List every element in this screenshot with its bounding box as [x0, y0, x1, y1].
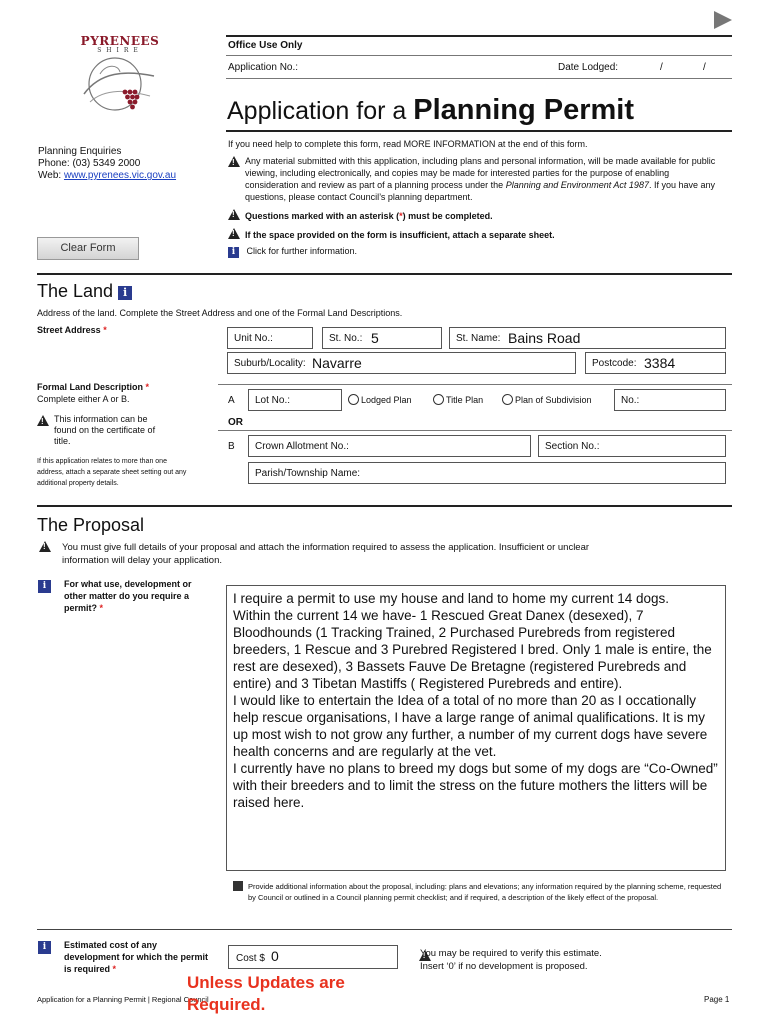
cost-question-label — [64, 939, 214, 975]
street-no-field[interactable] — [322, 327, 442, 349]
info-icon[interactable]: i — [118, 286, 132, 300]
postcode-value: 3384 — [644, 355, 676, 371]
land-description: Address of the land. Complete the Street Address and one of the Formal Land Descriptions. — [37, 308, 403, 318]
application-no-label: Application No.: — [228, 62, 299, 73]
cost-label: Cost $ — [236, 953, 265, 964]
footer-page-number: Page 1 — [704, 995, 730, 1004]
postcode-label: Postcode: — [592, 358, 637, 369]
title-plan-label: Title Plan — [446, 395, 484, 405]
shire-logo — [70, 34, 170, 134]
option-b-label: B — [228, 441, 235, 452]
lodged-plan-radio[interactable] — [348, 394, 412, 405]
warning-icon — [228, 228, 240, 239]
footer-left: Application for a Planning Permit | Regional Council — [37, 995, 209, 1004]
verify-note — [420, 947, 602, 973]
radio-circle-icon — [502, 394, 513, 405]
required-star: * — [99, 603, 104, 613]
lodged-plan-label: Lodged Plan — [361, 395, 412, 405]
info-icon[interactable]: i — [38, 580, 51, 593]
page-title — [227, 94, 634, 127]
proposal-description-textarea[interactable] — [226, 585, 726, 871]
web-label: Web: — [38, 170, 62, 181]
parish-township-field[interactable] — [248, 462, 726, 484]
required-star: * — [145, 382, 150, 392]
verify-text: You may be required to verify this estimate. — [420, 948, 602, 959]
public-material-note — [228, 155, 718, 203]
clear-form-label: Clear Form — [60, 242, 116, 254]
office-use-heading: Office Use Only — [228, 40, 303, 51]
logo-name: PYRENEES — [80, 34, 160, 48]
proposal-warning: You must give full details of your proposal and attach the information required to assess the application. Insufficient or unclear information will delay your application. — [62, 542, 590, 566]
use-question-text: For what use, development or other matter do you require a permit? — [64, 579, 192, 613]
date-separator: / — [703, 62, 706, 73]
info-icon[interactable]: i — [228, 247, 239, 258]
land-title-text: The Land — [37, 281, 114, 301]
warning-icon — [37, 415, 49, 426]
formal-land-label — [37, 381, 149, 405]
date-separator: / — [660, 62, 663, 73]
info-note — [228, 246, 357, 258]
council-website-link[interactable]: www.pyrenees.vic.gov.au — [63, 170, 177, 181]
warning-icon — [39, 541, 51, 552]
plan-subdivision-radio[interactable] — [502, 394, 592, 405]
plan-subdivision-label: Plan of Subdivision — [515, 395, 592, 405]
proposal-description-text: I require a permit to use my house and land to home my current 14 dogs. Within the current 14 we have- 1 Rescued Great Danex (desexed), 7 Bloodhounds (1 Tracking Trained, 2 Purchased Purebreds from registered breeders, 1 Rescue and 3 Purebred Registered I bred. Only 1 male is entire, the rest are desexed), 3 Bassets Fauve De Bretagne (registered Purebreds and entire) and 3 Tibetan Mastiffs ( Registered Purebreds and entire). I would like to entertain the Idea of a total of no more than 20 as I occationally help rescue organisations, I have a large range of animal qualifications. It is my up most wish to not grow any further, a number of my current dogs have severe health concerns and are regularly at the vet. I currently have no plans to breed my dogs but some of my dogs are “Co-Owned” with their breeders and to limit the stress on the future mothers the litters will be raised here. — [233, 591, 718, 810]
option-a-label: A — [228, 395, 235, 406]
street-name-value: Bains Road — [508, 330, 581, 346]
asterisk-text-end: ) must be completed. — [402, 211, 493, 221]
warning-icon — [228, 209, 240, 220]
section-title-proposal: The Proposal — [37, 515, 145, 535]
title-prefix: Application for a — [227, 97, 407, 125]
use-question-label — [64, 578, 214, 614]
street-label-text: Street Address — [37, 325, 101, 335]
help-note: If you need help to complete this form, read MORE INFORMATION at the end of this form. — [228, 139, 588, 149]
contact-heading: Planning Enquiries — [38, 146, 122, 157]
plan-no-field[interactable] — [614, 389, 726, 411]
section-no-label: Section No.: — [545, 441, 600, 452]
street-name-field[interactable] — [449, 327, 726, 349]
certificate-note-text: This information can be found on the certificate of title. — [54, 414, 156, 446]
date-lodged-label: Date Lodged: — [558, 62, 619, 73]
cost-question-text: Estimated cost of any development for which the permit is required — [64, 940, 209, 974]
clear-form-button[interactable] — [37, 237, 139, 260]
material-text: Any material submitted with this application, including plans and personal information, will be made available for public viewing, including electronically, and copies may be made for interested parties for the purpose of enabling consideration and review as part of a planning process under the — [245, 156, 716, 190]
next-page-arrow-icon[interactable] — [714, 11, 732, 29]
plan-no-label: No.: — [621, 395, 640, 406]
insufficient-text: If the space provided on the form is insufficient, attach a separate sheet. — [245, 230, 555, 240]
street-address-label — [37, 325, 107, 335]
grapevine-emblem-icon — [70, 52, 170, 132]
unit-no-label: Unit No.: — [234, 333, 273, 344]
title-main: Planning Permit — [413, 94, 634, 126]
street-name-label: St. Name: — [456, 333, 501, 344]
crown-allotment-label: Crown Allotment No.: — [255, 441, 349, 452]
logo-sub: SHIRE — [97, 47, 143, 54]
lot-no-field[interactable] — [248, 389, 342, 411]
suburb-field[interactable] — [227, 352, 576, 374]
suburb-label: Suburb/Locality: — [234, 358, 306, 369]
or-label: OR — [228, 417, 243, 428]
insufficient-note — [228, 228, 555, 240]
title-plan-radio[interactable] — [433, 394, 483, 405]
certificate-note — [37, 414, 167, 447]
material-act: Planning and Environment Act 1987 — [505, 180, 649, 190]
insert-zero-text: Insert ‘0’ if no development is proposed. — [420, 961, 588, 972]
asterisk-text: Questions marked with an asterisk ( — [245, 211, 400, 221]
lot-no-label: Lot No.: — [255, 395, 291, 406]
provide-info-note — [233, 881, 725, 903]
info-text: Click for further information. — [246, 246, 358, 256]
asterisk-note — [228, 209, 493, 221]
formal-label-text: Formal Land Description — [37, 382, 144, 392]
radio-circle-icon — [348, 394, 359, 405]
contact-block — [38, 146, 176, 182]
postcode-field[interactable] — [585, 352, 726, 374]
watermark-text: Unless Updates are Required. — [187, 973, 345, 1014]
parish-township-label: Parish/Township Name: — [255, 468, 361, 479]
street-no-value: 5 — [371, 330, 379, 346]
suburb-value: Navarre — [312, 355, 362, 371]
contact-phone: Phone: (03) 5349 2000 — [38, 158, 141, 169]
unit-no-field[interactable] — [227, 327, 313, 349]
material-text-end: . If you have any questions, please contact Council’s planning department. — [245, 180, 715, 202]
radio-circle-icon — [433, 394, 444, 405]
info-icon[interactable]: i — [38, 941, 51, 954]
document-icon — [233, 881, 243, 891]
cost-value: 0 — [271, 948, 279, 964]
warning-icon — [228, 156, 240, 167]
required-star: * — [112, 964, 117, 974]
cost-field[interactable] — [228, 945, 398, 969]
crown-allotment-field[interactable] — [248, 435, 531, 457]
multi-address-note: If this application relates to more than one address, attach a separate sheet setting out any additional property details. — [37, 458, 187, 487]
section-title-land — [37, 281, 132, 302]
required-star: * — [103, 325, 107, 335]
asterisk-star: * — [399, 211, 403, 221]
street-no-label: St. No.: — [329, 333, 363, 344]
complete-either-text: Complete either A or B. — [37, 394, 130, 404]
section-no-field[interactable] — [538, 435, 726, 457]
provide-info-text: Provide additional information about the proposal, including: plans and elevations; any information required by the planning scheme, requested by Council or outlined in a Council planning permit checklist; and if required, a description of the likely effect of the proposal. — [248, 882, 722, 902]
